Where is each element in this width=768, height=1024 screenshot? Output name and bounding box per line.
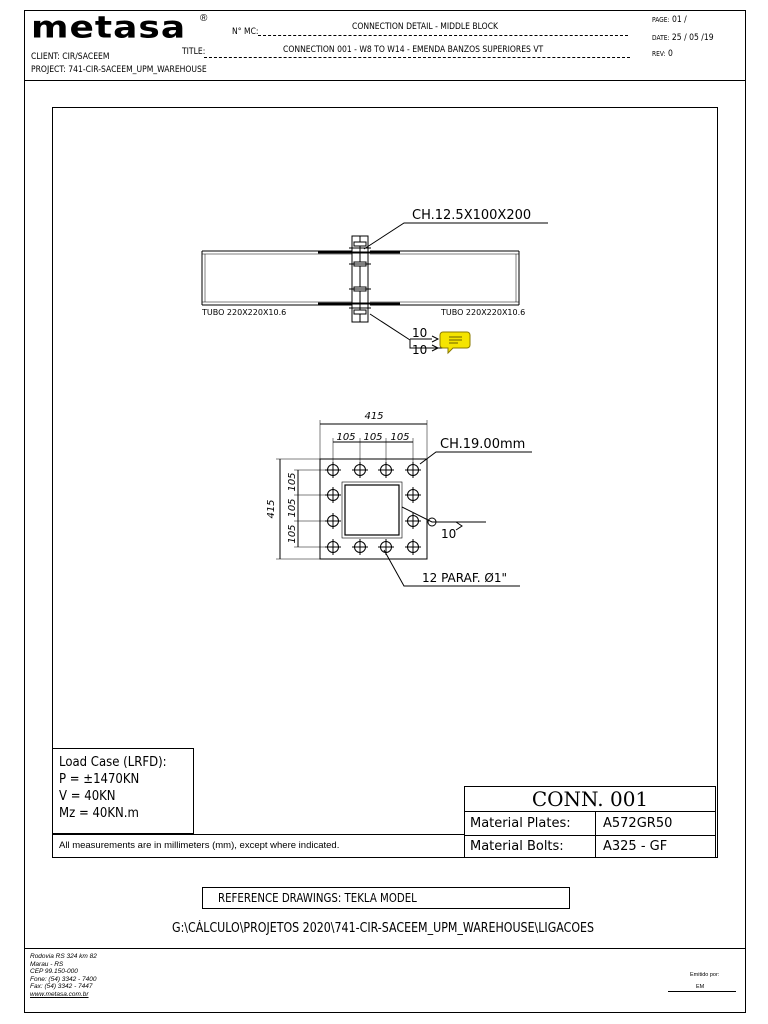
column-divider bbox=[595, 835, 596, 858]
weld-size-top: 10 bbox=[412, 326, 428, 340]
bolt-symbol bbox=[325, 513, 341, 529]
bolt-symbol bbox=[378, 539, 394, 555]
date-label: DATE: bbox=[652, 34, 670, 42]
load-case-mz: Mz = 40KN.m bbox=[59, 806, 139, 821]
address-line: Fax: (54) 3342 - 7447 bbox=[30, 983, 93, 990]
title-line-1: CONNECTION DETAIL - MIDDLE BLOCK bbox=[352, 22, 499, 32]
plan-weld-label: 10 bbox=[441, 527, 457, 541]
date-value: 25 / 05 /19 bbox=[671, 33, 714, 43]
plan-overall-width: 415 bbox=[364, 411, 384, 422]
plan-v-spacing-1: 105 bbox=[287, 524, 298, 544]
client-label: CLIENT: bbox=[31, 52, 60, 62]
plan-v-spacing-2: 105 bbox=[287, 498, 298, 518]
plan-v-spacing-3: 105 bbox=[287, 472, 298, 492]
client-value: CIR/SACEEM bbox=[62, 52, 110, 62]
issued-by-label: Emitido por: bbox=[690, 972, 720, 978]
material-bolts-label: Material Bolts: bbox=[470, 839, 564, 854]
file-path bbox=[172, 921, 669, 937]
connection-table bbox=[464, 786, 716, 858]
title-label: TITLE: bbox=[182, 47, 206, 57]
column-divider bbox=[595, 812, 596, 835]
plan-bolts-label: 12 PARAF. Ø1" bbox=[422, 571, 508, 585]
project-label: PROJECT: bbox=[31, 65, 66, 75]
bolt-symbol bbox=[378, 462, 394, 478]
reference-drawings-box bbox=[202, 887, 570, 909]
title-line-2: CONNECTION 001 - W8 TO W14 - EMENDA BANZOS SUPERIORES VT bbox=[283, 45, 544, 55]
load-case-p: P = ±1470KN bbox=[59, 772, 140, 787]
issued-by-value: EM bbox=[696, 984, 705, 990]
plan-spacing-2: 105 bbox=[363, 432, 383, 443]
weld-size-bottom: 10 bbox=[412, 343, 428, 357]
measurements-note: All measurements are in millimeters (mm), except where indicated. bbox=[52, 834, 464, 858]
elevation-plate-label: CH.12.5X100X200 bbox=[412, 208, 532, 223]
registered-mark: ® bbox=[200, 13, 208, 24]
reference-drawings-label: REFERENCE DRAWINGS: TEKLA MODEL bbox=[218, 891, 417, 905]
file-path-text: G:\CÁLCULO\PROJETOS 2020\741-CIR-SACEEM_UPM_WAREHOUSE\LIGACOES bbox=[172, 921, 595, 936]
speech-bubble-icon[interactable] bbox=[440, 332, 470, 353]
rev-value: 0 bbox=[667, 49, 673, 59]
plan-spacing-3: 105 bbox=[390, 432, 410, 443]
issued-by-line bbox=[668, 991, 736, 992]
bolt-symbol bbox=[405, 539, 421, 555]
bolt-pattern bbox=[325, 462, 421, 555]
page-value: 01 / bbox=[672, 15, 687, 25]
plan-overall-height: 415 bbox=[266, 499, 277, 519]
address-line: Fone: (54) 3342 - 7400 bbox=[30, 975, 97, 983]
left-tube-label: TUBO 220X220X10.6 bbox=[202, 308, 287, 317]
load-case-box bbox=[52, 748, 194, 834]
address-line: Marau - RS bbox=[30, 960, 64, 968]
load-case-v: V = 40KN bbox=[59, 789, 116, 804]
plan-spacing-1: 105 bbox=[336, 432, 356, 443]
right-tube-label: TUBO 220X220X10.6 bbox=[441, 308, 526, 317]
bolt-symbol bbox=[405, 487, 421, 503]
bolt-symbol bbox=[405, 462, 421, 478]
bolt-symbol bbox=[352, 539, 368, 555]
rev-label: REV: bbox=[652, 50, 666, 58]
bolt-symbol bbox=[325, 462, 341, 478]
project-value: 741-CIR-SACEEM_UPM_WAREHOUSE bbox=[68, 65, 207, 75]
material-plates-value: A572GR50 bbox=[603, 816, 673, 831]
no-mc-label: N° MC: bbox=[232, 27, 259, 37]
bolt-symbol bbox=[352, 462, 368, 478]
connection-title: CONN. 001 bbox=[465, 787, 715, 812]
material-plates-row bbox=[465, 812, 715, 836]
bolt-symbol bbox=[325, 539, 341, 555]
address-line: Rodovia RS 324 km 82 bbox=[30, 953, 97, 960]
bolt-symbol bbox=[325, 487, 341, 503]
plan-plate-label: CH.19.00mm bbox=[440, 437, 526, 452]
metasa-logo: metasa bbox=[31, 10, 187, 46]
material-bolts-value: A325 - GF bbox=[603, 839, 668, 854]
load-case-title: Load Case (LRFD): bbox=[59, 755, 167, 770]
company-address bbox=[30, 953, 97, 998]
website-link[interactable]: www.metasa.com.br bbox=[30, 990, 89, 998]
material-bolts-row bbox=[465, 835, 715, 858]
material-plates-label: Material Plates: bbox=[470, 816, 571, 831]
address-line: CEP 99.150-000 bbox=[30, 968, 78, 975]
page-label: PAGE: bbox=[652, 16, 670, 24]
